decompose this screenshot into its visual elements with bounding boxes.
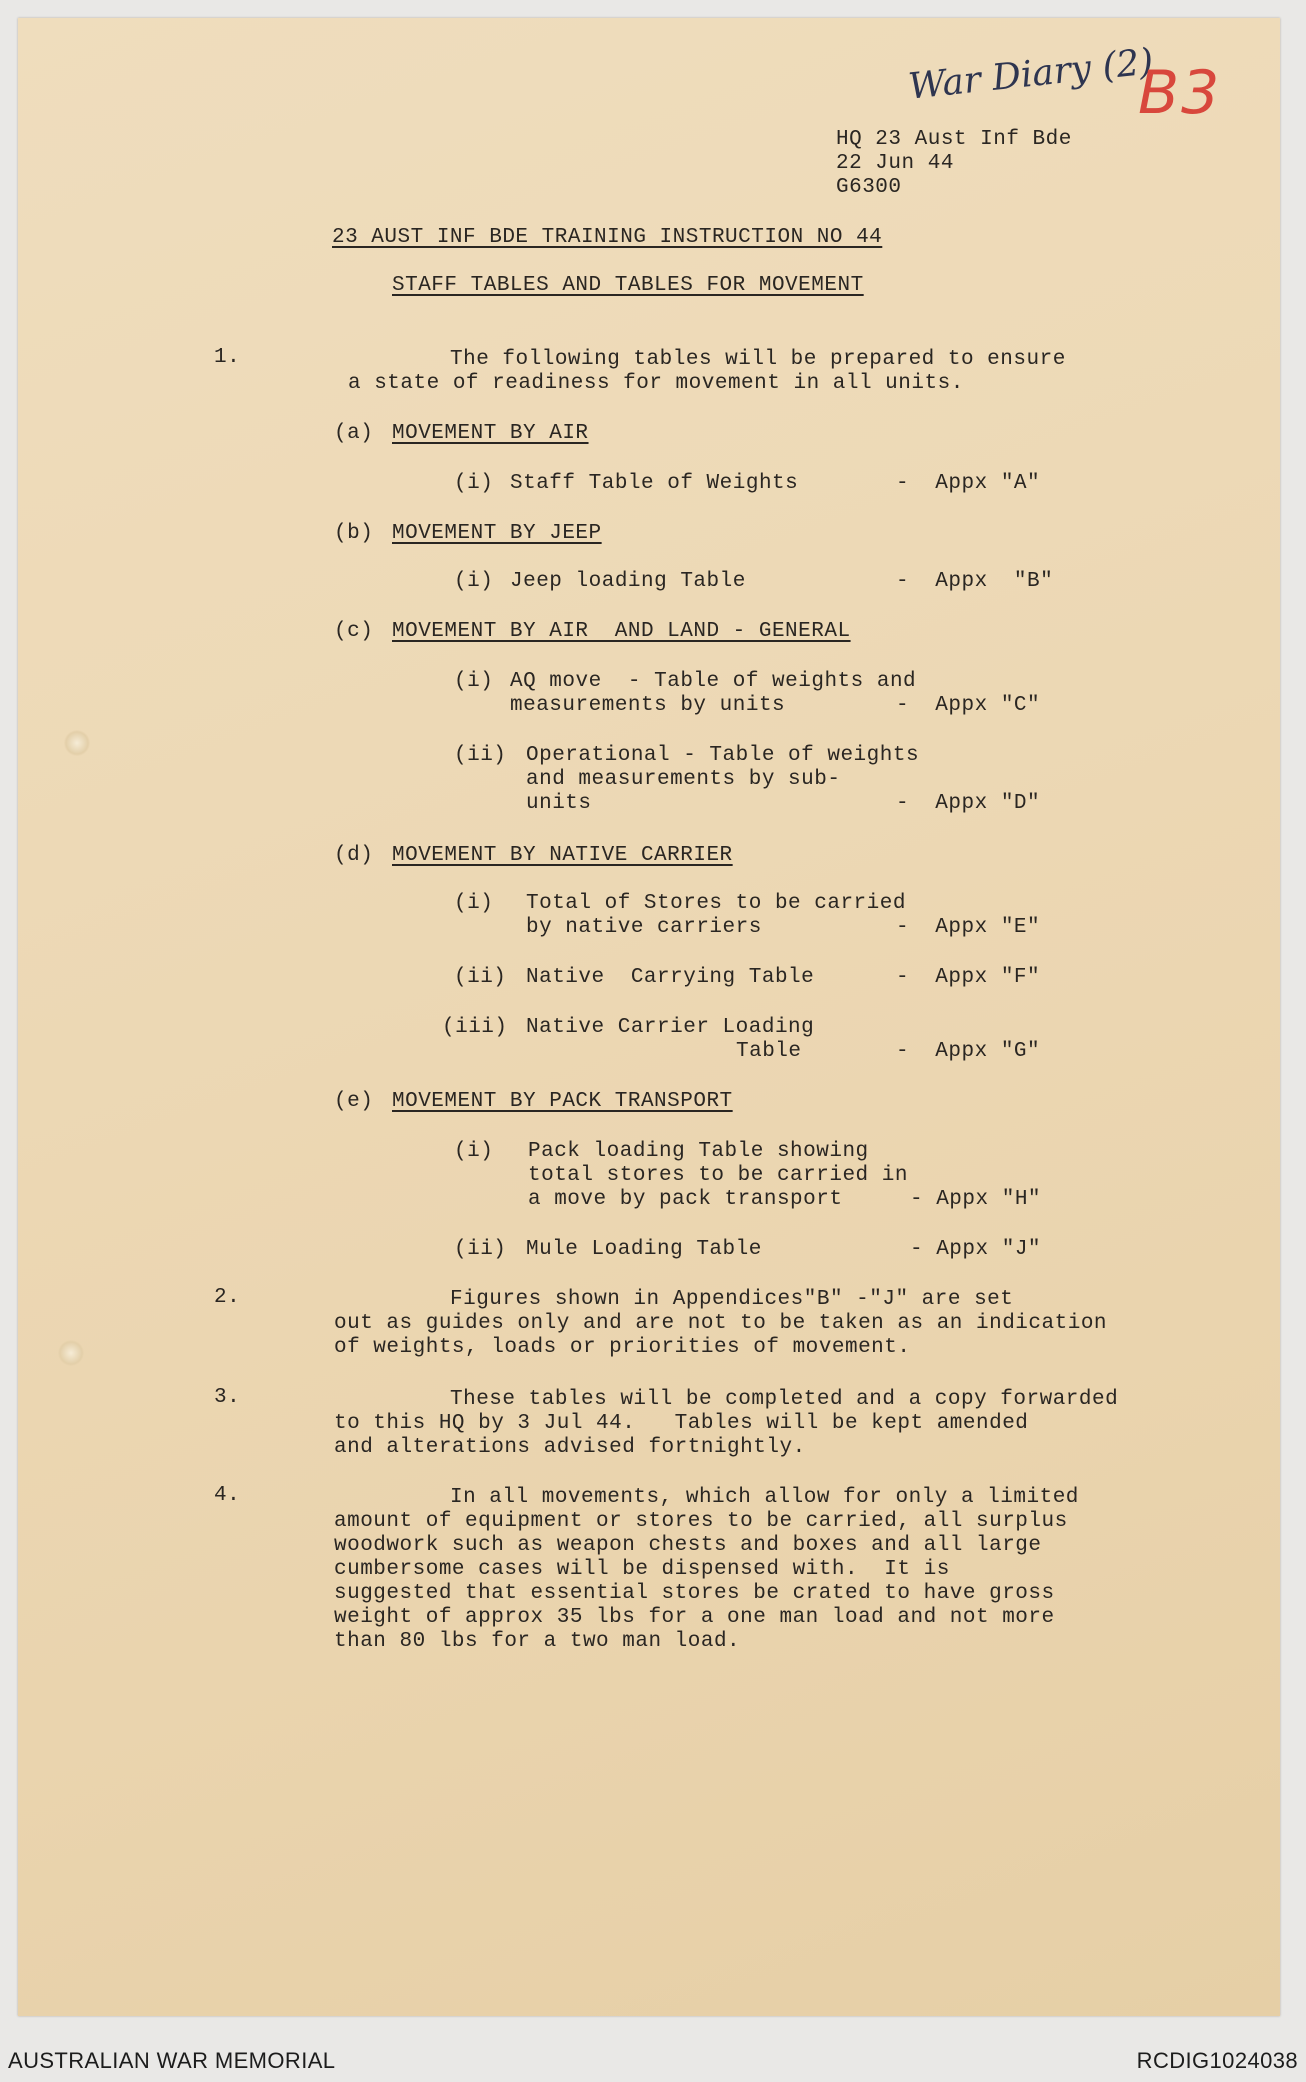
section-a-item-num: (i) bbox=[454, 472, 494, 495]
section-d-item1-line2: by native carriers bbox=[526, 916, 762, 939]
section-e-item2-appx: - Appx "J" bbox=[910, 1238, 1042, 1261]
section-a-item-appx: - Appx "A" bbox=[896, 472, 1041, 495]
section-e-title: MOVEMENT BY PACK TRANSPORT bbox=[392, 1090, 733, 1113]
section-d-item3-line2: Table bbox=[736, 1040, 802, 1063]
section-c-item2-line2: and measurements by sub- bbox=[526, 768, 841, 791]
para2-line2: out as guides only and are not to be taken as an indication bbox=[334, 1312, 1108, 1335]
section-c-item2-line3: units bbox=[526, 792, 592, 815]
punch-hole bbox=[58, 1340, 84, 1366]
section-d-item1-line1: Total of Stores to be carried bbox=[526, 892, 906, 915]
section-c-item2-line1: Operational - Table of weights bbox=[526, 744, 920, 767]
section-e-item2-num: (ii) bbox=[454, 1238, 507, 1261]
para4-line7: than 80 lbs for a two man load. bbox=[334, 1630, 741, 1653]
para4-line3: woodwork such as weapon chests and boxes and all large bbox=[334, 1534, 1042, 1557]
section-c-item1-appx: - Appx "C" bbox=[896, 694, 1041, 717]
section-b-item-appx: - Appx "B" bbox=[896, 570, 1054, 593]
para3-line1: These tables will be completed and a copy forwarded bbox=[450, 1388, 1119, 1411]
section-b-label: (b) bbox=[334, 522, 374, 545]
section-c-item2-appx: - Appx "D" bbox=[896, 792, 1041, 815]
section-e-item2-line1: Mule Loading Table bbox=[526, 1238, 762, 1261]
section-d-label: (d) bbox=[334, 844, 374, 867]
section-a-item-text: Staff Table of Weights bbox=[510, 472, 799, 495]
section-c-label: (c) bbox=[334, 620, 374, 643]
section-c-item2-num: (ii) bbox=[454, 744, 507, 767]
section-d-item2-num: (ii) bbox=[454, 966, 507, 989]
header-reference: G6300 bbox=[836, 176, 902, 199]
header-date: 22 Jun 44 bbox=[836, 152, 954, 175]
section-e-item1-line1: Pack loading Table showing bbox=[528, 1140, 869, 1163]
para4-number: 4. bbox=[214, 1484, 241, 1507]
section-d-title: MOVEMENT BY NATIVE CARRIER bbox=[392, 844, 733, 867]
para1-line2: a state of readiness for movement in all units. bbox=[348, 372, 964, 395]
header-unit: HQ 23 Aust Inf Bde bbox=[836, 128, 1072, 151]
handwritten-annotation: War Diary (2) bbox=[906, 41, 1156, 108]
para3-line2: to this HQ by 3 Jul 44. Tables will be kept amended bbox=[334, 1412, 1029, 1435]
section-a-label: (a) bbox=[334, 422, 374, 445]
para4-line4: cumbersome cases will be dispensed with. It is bbox=[334, 1558, 950, 1581]
para3-number: 3. bbox=[214, 1386, 241, 1409]
punch-hole bbox=[64, 730, 90, 756]
para2-line3: of weights, loads or priorities of movement. bbox=[334, 1336, 911, 1359]
para1-line1: The following tables will be prepared to ensure bbox=[450, 348, 1066, 371]
para4-line6: weight of approx 35 lbs for a one man load and not more bbox=[334, 1606, 1055, 1629]
document-page bbox=[18, 18, 1280, 2016]
section-d-item3-appx: - Appx "G" bbox=[896, 1040, 1041, 1063]
section-c-title: MOVEMENT BY AIR AND LAND - GENERAL bbox=[392, 620, 851, 643]
footer-source: AUSTRALIAN WAR MEMORIAL bbox=[8, 2048, 336, 2073]
section-a-title: MOVEMENT BY AIR bbox=[392, 422, 589, 445]
section-e-label: (e) bbox=[334, 1090, 374, 1113]
section-c-item1-line1: AQ move - Table of weights and bbox=[510, 670, 917, 693]
section-d-item1-num: (i) bbox=[454, 892, 494, 915]
section-c-item1-line2: measurements by units bbox=[510, 694, 786, 717]
main-title: 23 AUST INF BDE TRAINING INSTRUCTION NO 44 bbox=[332, 226, 883, 249]
section-d-item3-num: (iii) bbox=[442, 1016, 508, 1039]
para4-line1: In all movements, which allow for only a limited bbox=[450, 1486, 1079, 1509]
section-b-item-num: (i) bbox=[454, 570, 494, 593]
section-e-item1-appx: - Appx "H" bbox=[910, 1188, 1042, 1211]
subtitle: STAFF TABLES AND TABLES FOR MOVEMENT bbox=[392, 274, 864, 297]
section-d-item2-line1: Native Carrying Table bbox=[526, 966, 815, 989]
section-b-title: MOVEMENT BY JEEP bbox=[392, 522, 602, 545]
section-d-item2-appx: - Appx "F" bbox=[896, 966, 1041, 989]
section-e-item1-num: (i) bbox=[454, 1140, 494, 1163]
footer-id: RCDIG1024038 bbox=[1136, 2048, 1298, 2073]
section-d-item3-line1: Native Carrier Loading bbox=[526, 1016, 815, 1039]
para2-line1: Figures shown in Appendices"B" -"J" are set bbox=[450, 1288, 1014, 1311]
section-c-item1-num: (i) bbox=[454, 670, 494, 693]
para3-line3: and alterations advised fortnightly. bbox=[334, 1436, 806, 1459]
para4-line5: suggested that essential stores be crated to have gross bbox=[334, 1582, 1055, 1605]
para4-line2: amount of equipment or stores to be carried, all surplus bbox=[334, 1510, 1068, 1533]
para2-number: 2. bbox=[214, 1286, 241, 1309]
section-d-item1-appx: - Appx "E" bbox=[896, 916, 1041, 939]
section-e-item1-line3: a move by pack transport bbox=[528, 1188, 843, 1211]
para1-number: 1. bbox=[214, 346, 241, 369]
red-annotation: B3 bbox=[1138, 58, 1222, 128]
section-b-item-text: Jeep loading Table bbox=[510, 570, 746, 593]
section-e-item1-line2: total stores to be carried in bbox=[528, 1164, 908, 1187]
